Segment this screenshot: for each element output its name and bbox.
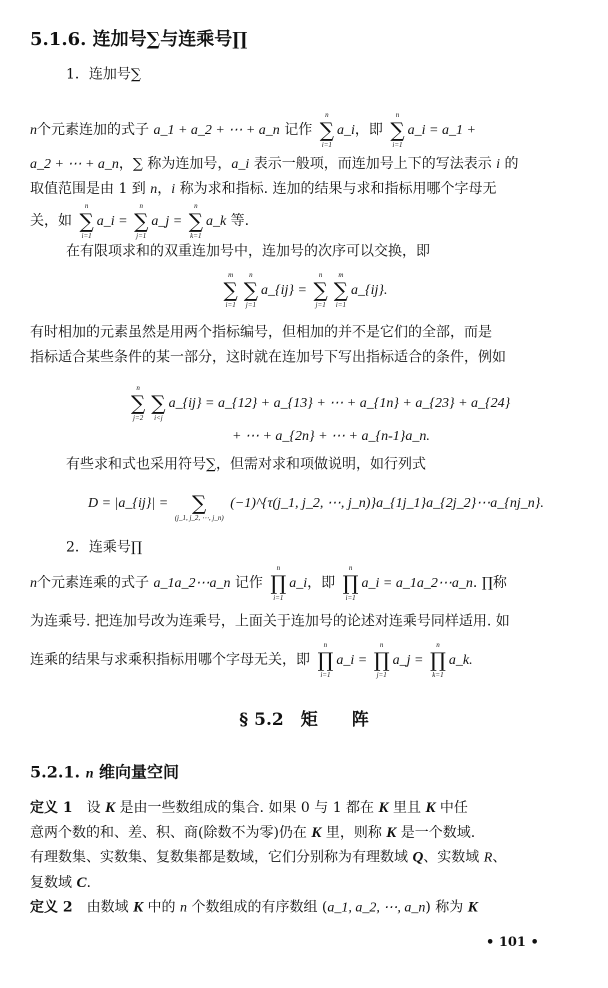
text-line	[30, 564, 507, 602]
math-expression: n	[180, 900, 187, 916]
lower-limit: i=1	[81, 232, 92, 240]
text: 维向量空间	[93, 762, 180, 782]
text: 中任	[435, 800, 468, 816]
text: 个元素连加的式子	[37, 122, 154, 138]
text-line	[66, 244, 430, 261]
operator-symbol: ∑	[192, 491, 207, 515]
summation-operator	[189, 202, 203, 240]
text: ，即	[354, 122, 388, 138]
lower-limit: j=1	[245, 301, 256, 309]
subsection-heading	[66, 67, 141, 84]
text-line	[30, 874, 91, 892]
summation-operator	[223, 271, 237, 309]
text: 有理数集、实数集、复数集都是数域，它们分别称为有理数域	[30, 849, 413, 866]
text-line	[30, 111, 476, 149]
math-expression: a_i =	[96, 214, 132, 229]
text: 为连乘号. 把连加号改为连乘号，上面关于连加号的论述对连乘号同样适用. 如	[30, 613, 510, 630]
upper-limit: n	[276, 564, 281, 572]
lower-limit: k=1	[190, 232, 202, 240]
text: .	[86, 875, 91, 891]
math-expression: n	[150, 182, 158, 198]
text: 表示一般项，而连加号上下的写法表示	[249, 156, 497, 173]
section-heading	[30, 763, 179, 784]
text: 在有限项求和的双重连加号中，连加号的次序可以交换，即	[66, 243, 430, 260]
text: ，∑ 称为连加号，	[118, 156, 232, 173]
lower-limit: i=1	[392, 141, 403, 149]
operator-symbol: ∑	[333, 278, 349, 302]
text: 是由一些数组成的集合. 如果 0 与 1 都在	[115, 800, 379, 816]
math-expression: n	[85, 766, 94, 782]
operator-symbol: ∑	[188, 209, 203, 233]
text: § 5.2 矩 阵	[239, 709, 369, 730]
text: 取值范围是由 1 到	[30, 181, 151, 198]
text: 、	[492, 849, 507, 866]
math-expression: n	[30, 576, 37, 591]
operator-symbol: ∑	[390, 118, 405, 142]
text-line	[30, 849, 506, 868]
text: 称为求和指标. 连加的结果与求和指标用哪个字母无	[175, 181, 497, 198]
upper-limit: n	[194, 202, 198, 210]
upper-limit: n	[348, 564, 353, 572]
upper-limit: n	[436, 641, 440, 649]
lower-limit: j=1	[136, 232, 147, 240]
product-operator	[430, 641, 446, 679]
math-symbol: K	[378, 800, 389, 816]
text-line	[66, 540, 142, 557]
upper-limit: n	[84, 202, 89, 210]
lower-limit: k=1	[432, 671, 444, 679]
text: 个数组成的有序数组 (	[187, 899, 328, 916]
math-expression: a_{ij} =	[261, 283, 311, 298]
math-expression: a_i = a_1 +	[407, 123, 476, 138]
text: 由数域	[72, 899, 134, 916]
product-operator	[343, 564, 359, 602]
lower-limit: j=1	[376, 671, 387, 679]
text: 5.1.6. 连加号∑与连乘号∏	[30, 29, 248, 51]
product-operator	[317, 641, 333, 679]
summation-operator	[390, 111, 404, 149]
lower-limit: i=1	[345, 594, 356, 602]
text-line	[30, 799, 468, 817]
math-symbol: Q	[412, 849, 424, 866]
definition-label: 定义 1	[30, 800, 73, 816]
section-heading	[30, 29, 247, 51]
page-number	[486, 935, 539, 951]
definition-label: 定义 2	[30, 899, 73, 916]
math-expression: (−1)^{τ(j_1, j_2, ⋯, j_n)}a_{1j_1}a_{2j_2}⋯a_{nj_n}.	[226, 496, 544, 511]
math-expression: a_{ij} = a_{12} + a_{13} + ⋯ + a_{1n} + a_{23} + a_{24}	[168, 396, 511, 411]
summation-operator	[313, 271, 327, 309]
text: 有时相加的元素虽然是用两个指标编号，但相加的并不是它们的全部，而是	[30, 324, 492, 341]
math-expression: R	[483, 850, 493, 866]
text-line	[30, 824, 475, 842]
summation-operator	[244, 271, 258, 309]
text-line	[30, 181, 497, 199]
text: 里且	[388, 800, 426, 816]
text: 是一个数域.	[396, 825, 476, 841]
math-expression: a_k	[205, 214, 227, 229]
math-expression: a_1a_2⋯a_n	[153, 576, 231, 591]
chapter-heading	[239, 710, 368, 730]
text: 指标适合某些条件的某一部分，这时就在连加号下写出指标适合的条件，例如	[30, 349, 506, 366]
operator-symbol: ∏	[270, 571, 287, 595]
text-line	[128, 384, 510, 422]
operator-symbol: ∏	[317, 648, 334, 672]
text: 意两个数的和、差、积、商(除数不为零)仍在	[30, 825, 312, 841]
lower-limit: (j_1, j_2, ⋯, j_n)	[174, 514, 224, 522]
text-line	[30, 614, 510, 631]
math-expression: a_j =	[151, 214, 186, 229]
text-line	[232, 428, 430, 446]
operator-symbol: ∏	[342, 571, 359, 595]
operator-symbol: ∑	[79, 209, 94, 233]
operator-symbol: ∑	[223, 278, 238, 302]
upper-limit: n	[323, 641, 328, 649]
operator-symbol: ∑	[134, 209, 149, 233]
product-operator	[374, 641, 390, 679]
text: 关，如	[30, 213, 77, 229]
text-line	[220, 271, 387, 309]
lower-limit: i<j	[154, 414, 163, 422]
upper-limit: m	[228, 271, 234, 279]
operator-symbol: ∏	[373, 648, 390, 672]
math-symbol: K	[311, 825, 322, 841]
math-expression: i	[496, 157, 501, 173]
math-symbol: K	[386, 825, 397, 841]
text-line	[30, 325, 492, 342]
math-symbol: K	[425, 800, 436, 816]
text: ，	[157, 181, 172, 198]
text: ，即	[307, 575, 340, 591]
summation-operator	[79, 202, 93, 240]
math-symbol: K	[467, 899, 478, 916]
operator-symbol: ∑	[319, 118, 334, 142]
text: 1．连加号∑	[66, 66, 141, 83]
text-line	[30, 202, 249, 240]
text: 记作	[279, 122, 317, 138]
text: 、实数域	[423, 849, 484, 866]
math-symbol: K	[133, 899, 144, 916]
math-symbol: C	[76, 875, 87, 891]
text: 连乘的结果与求乘积指标用哪个字母无关，即	[30, 652, 315, 668]
text: • 101 •	[486, 935, 539, 951]
lower-limit: i=1	[320, 671, 331, 679]
math-expression: a_1 + a_2 + ⋯ + a_n	[153, 123, 280, 138]
lower-limit: i=1	[321, 141, 332, 149]
math-symbol: K	[105, 800, 116, 816]
operator-symbol: ∏	[429, 648, 446, 672]
math-expression: a_{ij}.	[351, 283, 388, 298]
math-expression: a_1, a_2, ⋯, a_n	[327, 900, 426, 916]
math-expression: a_i = a_1a_2⋯a_n	[361, 576, 473, 591]
math-expression: + ⋯ + a_{2n} + ⋯ + a_{n-1}a_n.	[232, 429, 430, 445]
text: 复数域	[30, 875, 77, 891]
upper-limit: n	[318, 271, 323, 279]
math-expression: a_i =	[336, 653, 371, 668]
summation-operator	[134, 202, 148, 240]
text: 中的	[143, 899, 180, 916]
upper-limit: n	[325, 111, 329, 119]
summation-operator	[334, 271, 348, 309]
lower-limit: i=1	[225, 301, 236, 309]
text-line	[30, 350, 506, 367]
upper-limit: n	[395, 111, 400, 119]
text: 记作	[230, 575, 268, 591]
lower-limit: j=2	[133, 414, 144, 422]
text: 有些求和式也采用符号∑，但需对求和项做说明，如行列式	[66, 456, 426, 473]
math-expression: a_2 + ⋯ + a_n	[30, 157, 119, 173]
summation-operator	[175, 484, 224, 522]
summation-operator	[151, 384, 165, 422]
math-expression: a_k.	[448, 653, 473, 668]
text: 5.2.1.	[30, 762, 86, 782]
lower-limit: i=1	[335, 301, 346, 309]
math-expression: D = |a_{ij}| =	[88, 496, 172, 511]
text-line	[30, 899, 478, 918]
text: 2．连乘号∏	[66, 539, 143, 556]
text: 里，则称	[321, 825, 387, 841]
math-expression: i	[171, 182, 176, 198]
math-expression: a_i	[336, 123, 355, 138]
math-expression: a_j =	[392, 653, 427, 668]
operator-symbol: ∑	[151, 391, 166, 415]
text: 等.	[226, 213, 250, 229]
summation-operator	[131, 384, 145, 422]
math-expression: n	[30, 123, 37, 138]
lower-limit: j=1	[315, 301, 326, 309]
text: ) 称为	[425, 899, 468, 916]
summation-operator	[320, 111, 334, 149]
text-line	[66, 457, 426, 474]
text-line	[30, 641, 473, 679]
product-operator	[270, 564, 286, 602]
upper-limit: m	[338, 271, 344, 279]
operator-symbol: ∑	[243, 278, 259, 302]
upper-limit: n	[249, 271, 253, 279]
lower-limit: i=1	[273, 594, 284, 602]
math-expression: a_i	[289, 576, 308, 591]
text: . ∏称	[472, 575, 507, 591]
text-line	[30, 156, 519, 174]
text: 个元素连乘的式子	[37, 575, 154, 591]
upper-limit: n	[379, 641, 384, 649]
text: 设	[72, 800, 106, 816]
operator-symbol: ∑	[313, 278, 328, 302]
operator-symbol: ∑	[131, 391, 146, 415]
text-line	[88, 484, 544, 522]
upper-limit: n	[139, 202, 143, 210]
math-expression: a_i	[231, 157, 250, 173]
upper-limit: n	[136, 384, 140, 392]
text: 的	[500, 156, 519, 173]
